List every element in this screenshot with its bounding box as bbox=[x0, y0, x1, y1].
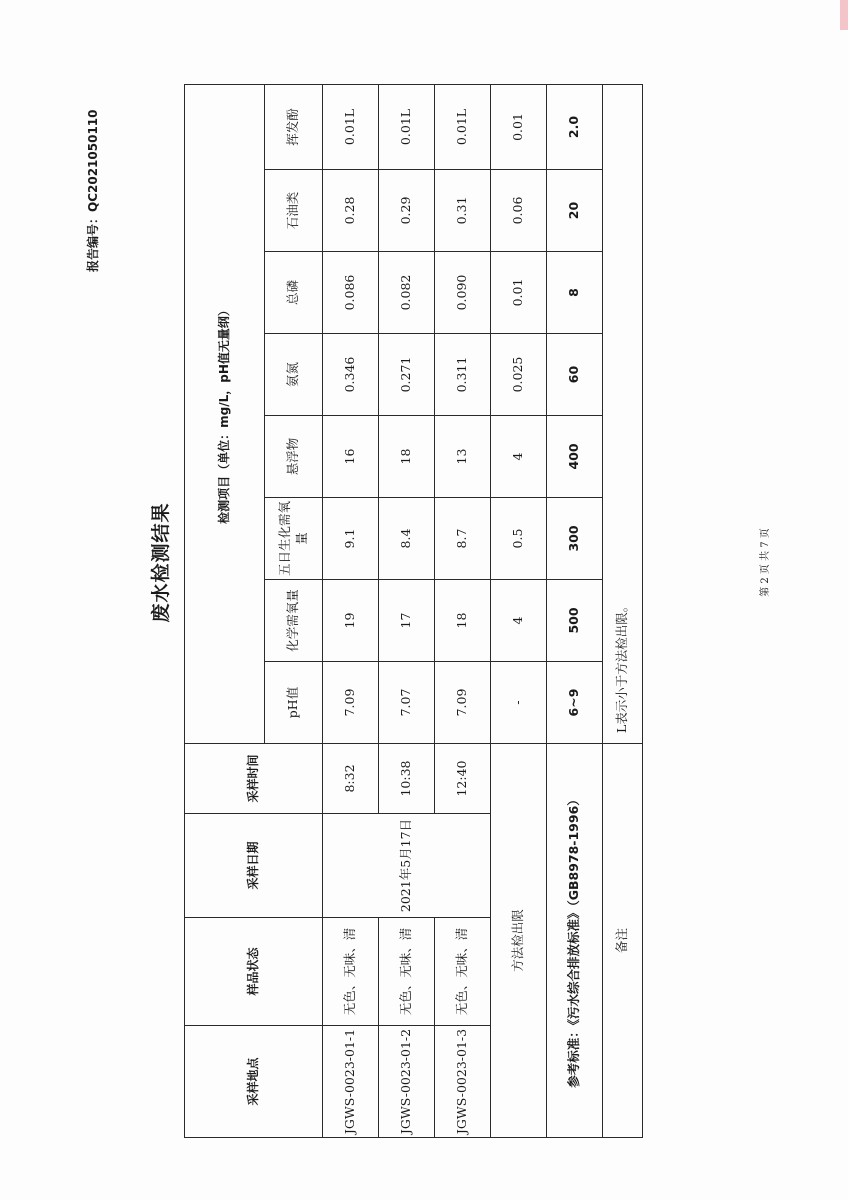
value-cell: 17 bbox=[379, 580, 435, 662]
sample-location: JGWS-0023-01-1 bbox=[323, 1026, 379, 1138]
value-cell: 8.4 bbox=[379, 498, 435, 580]
table-row bbox=[379, 84, 435, 1137]
value-cell: 0.082 bbox=[379, 252, 435, 334]
sample-location: JGWS-0023-01-2 bbox=[379, 1026, 435, 1138]
item-header: 总磷 bbox=[265, 252, 323, 334]
value-cell: 400 bbox=[547, 416, 603, 498]
remark-label: 备注 bbox=[603, 744, 643, 1138]
value-cell: 16 bbox=[323, 416, 379, 498]
sample-time: 8:32 bbox=[323, 744, 379, 814]
value-cell: 8.7 bbox=[435, 498, 491, 580]
sample-state: 无色、无味、清 bbox=[435, 918, 491, 1026]
value-cell: 0.311 bbox=[435, 334, 491, 416]
sample-state: 无色、无味、清 bbox=[323, 918, 379, 1026]
value-cell: 4 bbox=[491, 580, 547, 662]
value-cell: 4 bbox=[491, 416, 547, 498]
standard-label: 参考标准：《污水综合排放标准》（GB8978-1996） bbox=[547, 744, 603, 1138]
detection-limit-row bbox=[491, 84, 547, 1137]
sample-time: 10:38 bbox=[379, 744, 435, 814]
header-items-group: 检测项目（单位：mg/L，pH值无量纲） bbox=[185, 84, 265, 743]
header-time: 采样时间 bbox=[185, 744, 323, 814]
value-cell: 0.28 bbox=[323, 170, 379, 252]
value-cell: 18 bbox=[379, 416, 435, 498]
item-header: 挥发酚 bbox=[265, 84, 323, 169]
page-number: 第 2 页 共 7 页 bbox=[760, 528, 771, 597]
table-row bbox=[435, 84, 491, 1137]
value-cell: 8 bbox=[547, 252, 603, 334]
item-header: 氨氮 bbox=[265, 334, 323, 416]
value-cell: 0.01 bbox=[491, 84, 547, 169]
header-row-1 bbox=[185, 84, 265, 1137]
results-table bbox=[184, 84, 643, 1138]
value-cell: 500 bbox=[547, 580, 603, 662]
item-header: 化学需氧量 bbox=[265, 580, 323, 662]
value-cell: - bbox=[491, 662, 547, 744]
value-cell: 9.1 bbox=[323, 498, 379, 580]
value-cell: 0.01L bbox=[435, 84, 491, 169]
value-cell: 6~9 bbox=[547, 662, 603, 744]
value-cell: 0.01 bbox=[491, 252, 547, 334]
value-cell: 13 bbox=[435, 416, 491, 498]
item-header: 悬浮物 bbox=[265, 416, 323, 498]
value-cell: 7.09 bbox=[435, 662, 491, 744]
detection-limit-label: 方法检出限 bbox=[491, 744, 547, 1138]
value-cell: 0.31 bbox=[435, 170, 491, 252]
remark-row bbox=[603, 84, 643, 1137]
table-row bbox=[323, 84, 379, 1137]
value-cell: 7.07 bbox=[379, 662, 435, 744]
value-cell: 0.5 bbox=[491, 498, 547, 580]
value-cell: 0.090 bbox=[435, 252, 491, 334]
value-cell: 60 bbox=[547, 334, 603, 416]
remark-text: L表示小于方法检出限。 bbox=[603, 84, 643, 743]
value-cell: 0.06 bbox=[491, 170, 547, 252]
header-date: 采样日期 bbox=[185, 814, 323, 918]
value-cell: 19 bbox=[323, 580, 379, 662]
sample-time: 12:40 bbox=[435, 744, 491, 814]
value-cell: 0.01L bbox=[379, 84, 435, 169]
item-header: 五日生化需氧量 bbox=[265, 498, 323, 580]
report-number: 报告编号：QC2021050110 bbox=[86, 109, 100, 272]
standard-row bbox=[547, 84, 603, 1137]
value-cell: 0.346 bbox=[323, 334, 379, 416]
value-cell: 0.29 bbox=[379, 170, 435, 252]
value-cell: 300 bbox=[547, 498, 603, 580]
item-header: pH值 bbox=[265, 662, 323, 744]
value-cell: 2.0 bbox=[547, 84, 603, 169]
sample-location: JGWS-0023-01-3 bbox=[435, 1026, 491, 1138]
value-cell: 0.025 bbox=[491, 334, 547, 416]
header-location: 采样地点 bbox=[185, 1026, 323, 1138]
red-stamp-fragment bbox=[840, 0, 848, 30]
value-cell: 0.086 bbox=[323, 252, 379, 334]
item-header: 石油类 bbox=[265, 170, 323, 252]
value-cell: 20 bbox=[547, 170, 603, 252]
value-cell: 7.09 bbox=[323, 662, 379, 744]
sample-state: 无色、无味、清 bbox=[379, 918, 435, 1026]
header-state: 样品状态 bbox=[185, 918, 323, 1026]
sample-date: 2021年5月17日 bbox=[323, 814, 491, 918]
document-title: 废水检测结果 bbox=[150, 502, 172, 623]
value-cell: 18 bbox=[435, 580, 491, 662]
value-cell: 0.271 bbox=[379, 334, 435, 416]
value-cell: 0.01L bbox=[323, 84, 379, 169]
